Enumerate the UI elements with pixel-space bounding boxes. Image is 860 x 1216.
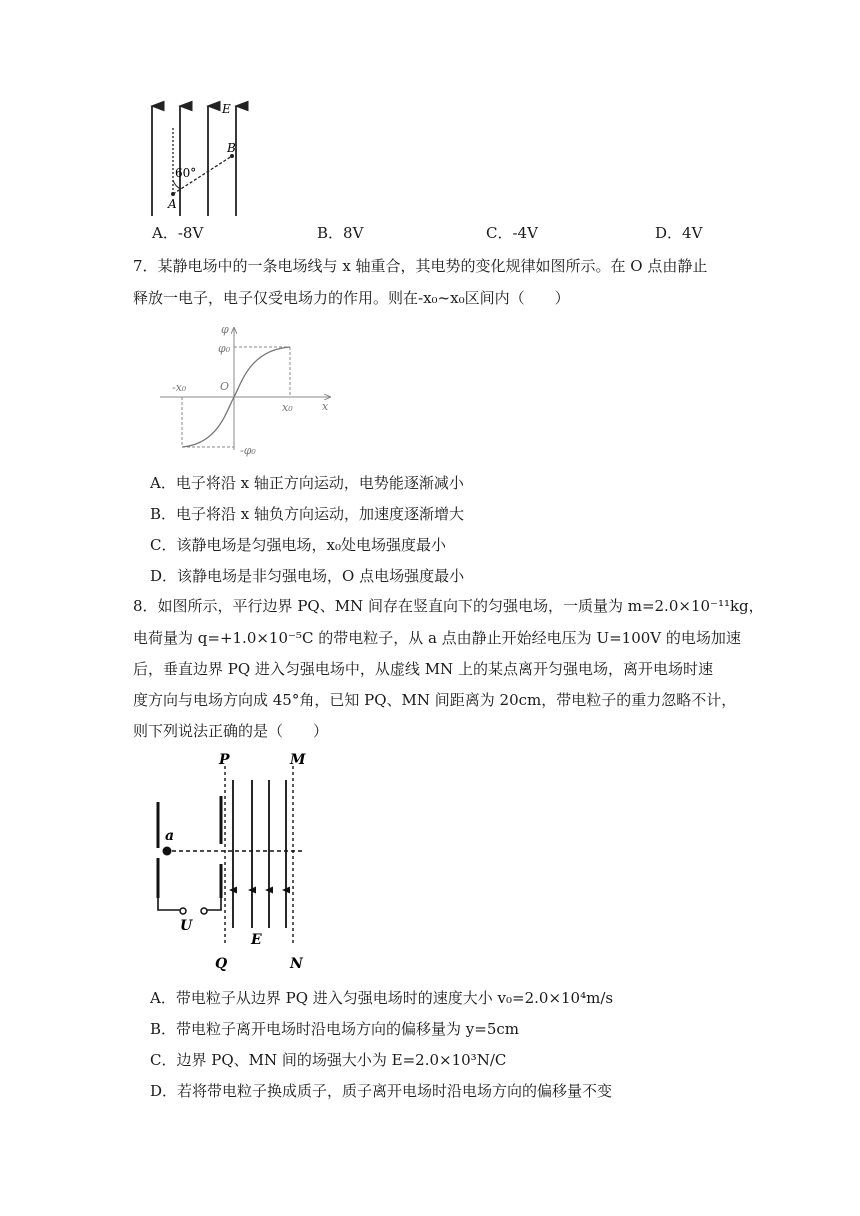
q6-angle-label: 60° bbox=[175, 166, 197, 180]
q8-field-figure bbox=[145, 748, 325, 978]
q8-label-u: U bbox=[180, 918, 193, 934]
q8-stem-line4: 度方向与电场方向成 45°角，已知 PQ、MN 间距离为 20cm，带电粒子的重力忽略不计， bbox=[133, 691, 737, 709]
q7-potential-graph bbox=[158, 320, 338, 460]
q7-option-a: A．电子将沿 x 轴正方向运动，电势能逐渐减小 bbox=[150, 474, 464, 492]
q7-neg-x0-label: -x₀ bbox=[172, 381, 187, 394]
q7-phi-label: φ bbox=[221, 323, 229, 336]
q6-point-a: A bbox=[168, 197, 177, 211]
q7-neg-phi0-label: -φ₀ bbox=[240, 444, 256, 457]
q6-point-b: B bbox=[227, 141, 236, 155]
q7-stem-line1: 7．某静电场中的一条电场线与 x 轴重合，其电势的变化规律如图所示。在 O 点由静止 bbox=[133, 257, 708, 275]
q8-stem-line5: 则下列说法正确的是（ ） bbox=[133, 722, 329, 740]
q8-option-a: A．带电粒子从边界 PQ 进入匀强电场时的速度大小 v₀=2.0×10⁴m/s bbox=[150, 989, 614, 1007]
q7-x-axis-label: x bbox=[322, 400, 329, 413]
q7-x0-label: x₀ bbox=[282, 401, 293, 414]
q6-option-a: A．-8V bbox=[152, 224, 204, 242]
q6-option-b: B．8V bbox=[317, 224, 364, 242]
q6-option-c: C．-4V bbox=[486, 224, 538, 242]
q8-label-m: M bbox=[290, 752, 306, 768]
q8-label-n: N bbox=[290, 956, 303, 972]
q6-e-label: E bbox=[222, 102, 231, 116]
q8-option-b: B．带电粒子离开电场时沿电场方向的偏移量为 y=5cm bbox=[150, 1020, 520, 1038]
q8-stem-line3: 后，垂直边界 PQ 进入匀强电场中，从虚线 MN 上的某点离开匀强电场，离开电场时速 bbox=[133, 660, 713, 678]
q8-label-p: P bbox=[219, 752, 230, 768]
q7-option-d: D．该静电场是非匀强电场，O 点电场强度最小 bbox=[150, 567, 465, 585]
q7-phi0-label: φ₀ bbox=[218, 342, 231, 355]
q8-label-q: Q bbox=[215, 956, 228, 972]
q7-stem-line2: 释放一电子，电子仅受电场力的作用。则在-x₀~x₀区间内（ ） bbox=[133, 289, 570, 307]
q8-label-e: E bbox=[251, 932, 262, 948]
q8-option-d: D．若将带电粒子换成质子，质子离开电场时沿电场方向的偏移量不变 bbox=[150, 1082, 613, 1100]
q8-stem-line1: 8．如图所示，平行边界 PQ、MN 间存在竖直向下的匀强电场，一质量为 m=2.0×10⁻¹¹kg， bbox=[133, 597, 764, 615]
q7-origin-label: O bbox=[220, 380, 230, 393]
q6-field-figure bbox=[140, 98, 250, 218]
q6-option-d: D．4V bbox=[655, 224, 703, 242]
q7-option-b: B．电子将沿 x 轴负方向运动，加速度逐渐增大 bbox=[150, 505, 465, 523]
q7-option-c: C．该静电场是匀强电场，x₀处电场强度最小 bbox=[150, 536, 446, 554]
q8-stem-line2: 电荷量为 q=+1.0×10⁻⁵C 的带电粒子，从 a 点由静止开始经电压为 U=100V 的电场加速 bbox=[133, 629, 741, 647]
q8-label-a: a bbox=[165, 828, 175, 844]
q8-option-c: C．边界 PQ、MN 间的场强大小为 E=2.0×10³N/C bbox=[150, 1051, 507, 1069]
